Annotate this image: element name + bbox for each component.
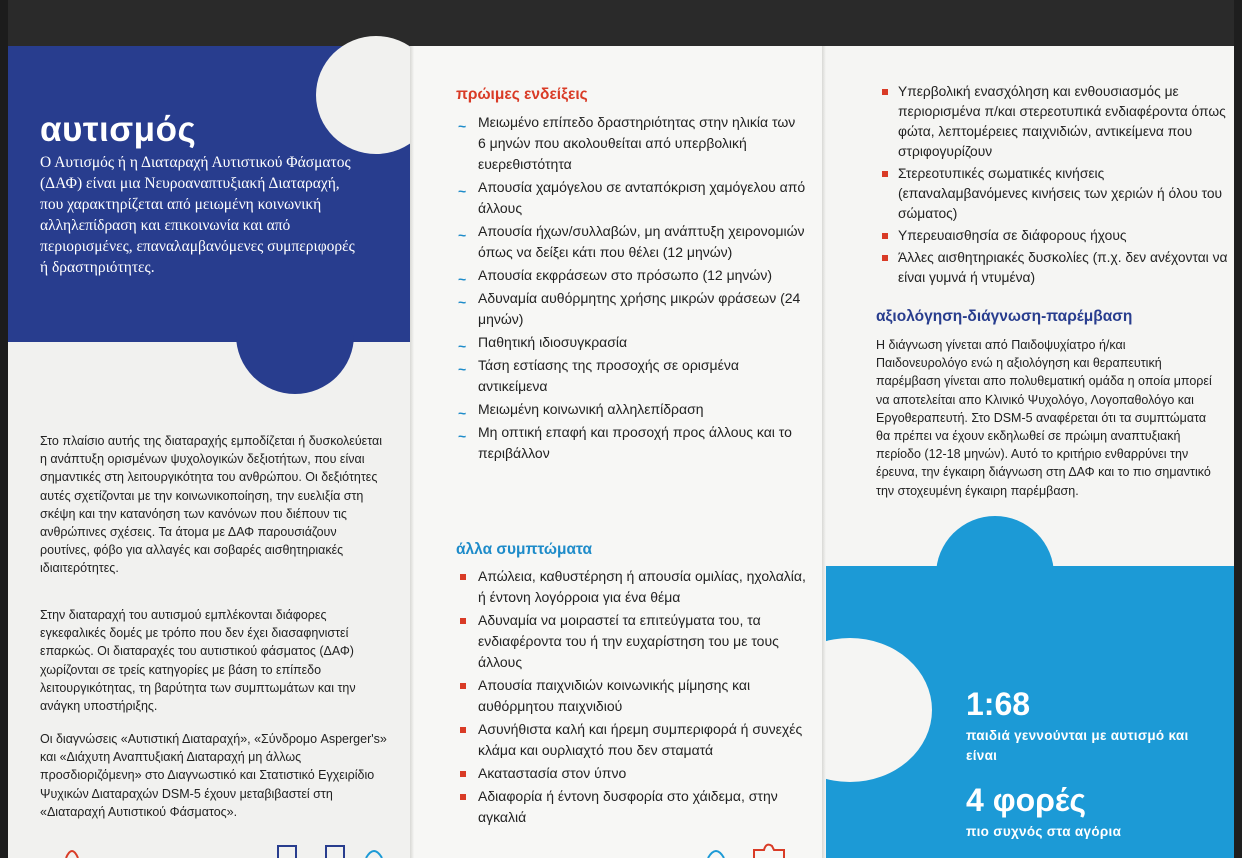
square-bullet-icon bbox=[882, 89, 888, 95]
body-paragraph-1: Στο πλαίσιο αυτής της διαταραχής εμποδίζεται ή δυσκολεύεται η ανάπτυξη ορισμένων ψυχολογικών δεξιοτήτων, που είναι σημαντικές στη λειτουργικότητα του ανθρώπου. Οι δεξιότητες αυτές σχετίζονται με την κοινωνικοποίηση, την ευελιξία στη σκέψη και την κατανόηση των κανόνων που διέπουν τις ανθρώπινες σχέσεις. Τα άτομα με ΔΑΦ παρουσιάζουν ρουτίνες, φόβο για αλλαγές και σοβαρές αισθητηριακές ιδιαιτερότητες. bbox=[40, 434, 383, 576]
list-item: ~ Απουσία εκφράσεων στο πρόσωπο (12 μηνών) bbox=[456, 265, 806, 286]
dash-bullet-icon: ~ bbox=[458, 294, 467, 310]
decorative-shapes-icon bbox=[58, 842, 398, 858]
dash-bullet-icon: ~ bbox=[458, 183, 467, 199]
panel-diagnosis bbox=[826, 46, 1234, 858]
page-title: αυτισμός bbox=[40, 110, 197, 149]
square-bullet-icon bbox=[882, 255, 888, 261]
list-item: Απουσία παιχνιδιών κοινωνικής μίμησης και αυθόρμητου παιχνιδιού bbox=[456, 675, 806, 717]
dash-bullet-icon: ~ bbox=[458, 271, 467, 287]
panel-signs bbox=[414, 46, 824, 858]
list-item: Άλλες αισθητηριακές δυσκολίες (π.χ. δεν ανέχονται να είναι γυμνά ή ντυμένα) bbox=[880, 248, 1230, 288]
dash-bullet-icon: ~ bbox=[458, 338, 467, 354]
list-item: Απώλεια, καθυστέρηση ή απουσία ομιλίας, ηχολαλία, ή έντονη λογόρροια για ένα θέμα bbox=[456, 566, 806, 608]
evaluation-heading: αξιολόγηση-διάγνωση-παρέμβαση bbox=[876, 308, 1133, 325]
square-bullet-icon bbox=[460, 794, 466, 800]
square-bullet-icon bbox=[460, 683, 466, 689]
early-signs-list bbox=[456, 112, 806, 466]
other-symptoms-list bbox=[456, 566, 806, 830]
square-bullet-icon bbox=[882, 233, 888, 239]
dash-bullet-icon: ~ bbox=[458, 428, 467, 444]
stat-ratio: 1:68 bbox=[966, 686, 1031, 722]
other-symptoms-heading: άλλα συμπτώματα bbox=[456, 541, 592, 558]
top-dark-edge bbox=[0, 0, 1242, 46]
stat-ratio-caption: παιδιά γεννούνται με αυτισμό και είναι bbox=[966, 728, 1189, 763]
list-item: ~ Μειωμένο επίπεδο δραστηριότητας στην ηλικία των 6 μηνών που ακολουθείται από υπερβολική ευερεθιστότητα bbox=[458, 114, 796, 172]
list-item: ~ Μη οπτική επαφή και προσοχή προς άλλους και το περιβάλλον bbox=[458, 424, 792, 461]
list-item: Αδιαφορία ή έντονη δυσφορία στο χάιδεμα, στην αγκαλιά bbox=[456, 786, 806, 828]
square-bullet-icon bbox=[882, 171, 888, 177]
right-dark-edge bbox=[1234, 0, 1242, 858]
list-item: ~ Αδυναμία αυθόρμητης χρήσης μικρών φράσεων (24 μηνών) bbox=[458, 290, 801, 327]
panel-autism-intro bbox=[8, 46, 412, 858]
list-item: Αδυναμία να μοιραστεί τα επιτεύγματα του, τα ενδιαφέροντα του ή την ευχαρίστηση του με τους άλλους bbox=[456, 610, 806, 673]
stat-times: 4 φορές bbox=[966, 782, 1086, 818]
body-paragraph-2: Στην διαταραχή του αυτισμού εμπλέκονται διάφορες εγκεφαλικές δομές με τρόπο που δεν έχει διασαφηνιστεί επαρκώς. Οι διαταραχές του αυτιστικού φάσματος (ΔΑΦ) χωρίζονται σε τρείς κατηγορίες με βάση το επίπεδο λειτουργικότητας, τη βαρύτητα των συμπτωμάτων και την ανάγκη υποστήριξης. bbox=[40, 608, 356, 714]
list-item: ~ Τάση εστίασης της προσοχής σε ορισμένα αντικείμενα bbox=[458, 357, 739, 394]
list-item: ~ Απουσία ήχων/συλλαβών, μη ανάπτυξη χειρονομιών όπως να δείξει κάτι που θέλει (12 μηνών) bbox=[458, 223, 805, 260]
decorative-puzzle-icon bbox=[704, 842, 814, 858]
evaluation-paragraph: Η διάγνωση γίνεται από Παιδοψυχίατρο ή/και Παιδονευρολόγο ενώ η αξιολόγηση και θεραπευτική παρέμβαση γίνεται απο πολυθεματική ομάδα η οποία μπορεί να αποτελείται απο Κλινικό Ψυχολόγο, Λογοπαθολόγο και Εργοθεραπευτή. Στο DSM-5 αναφέρεται ότι τα συμπτώματα θα πρέπει να έχουν εκδηλωθεί σε πρώιμη αναπτυξιακή περίοδο (12-18 μηνών). Αυτό το κριτήριο ενθαρρύνει την έρευνα, την έγκαιρη διάγνωση στη ΔΑΦ και το πιο σημαντικό την στοχευμένη έγκαιρη παρέμβαση. bbox=[876, 338, 1212, 498]
puzzle-notch bbox=[826, 636, 956, 786]
dash-bullet-icon: ~ bbox=[458, 227, 467, 243]
body-paragraph-3: Οι διαγνώσεις «Αυτιστική Διαταραχή», «Σύνδρομο Asperger's» και «Διάχυτη Αναπτυξιακή Διαταραχή μη άλλως προσδιοριζόμενη» στο Διαγνωστικό και Στατιστικό Εγχειρίδιο Ψυχικών Διαταραχών DSM-5 έχουν μεταβιβαστεί στη «Διαταραχή Αυτιστικού Φάσματος». bbox=[40, 732, 387, 819]
list-item: ~ Παθητική ιδιοσυγκρασία bbox=[456, 332, 806, 353]
square-bullet-icon bbox=[460, 727, 466, 733]
intro-paragraph: Ο Αυτισμός ή η Διαταραχή Αυτιστικού Φάσματος (ΔΑΦ) είναι μια Νευροαναπτυξιακή Διαταραχή, που χαρακτηρίζεται από μειωμένη κοινωνική αλληλεπίδραση και επικοινωνία και από περιορισμένες, επαναλαμβανόμενες συμπεριφορές ή δραστηριότητες. bbox=[40, 154, 355, 276]
square-bullet-icon bbox=[460, 574, 466, 580]
list-item: Υπερβολική ενασχόληση και ενθουσιασμός με περιορισμένα π/και στερεοτυπικά ενδιαφέροντα όπως φώτα, λεπτομέρειες παιχνιδιών, αντικείμενα που στριφογυρίζουν bbox=[880, 82, 1230, 162]
dash-bullet-icon: ~ bbox=[458, 405, 467, 421]
dash-bullet-icon: ~ bbox=[458, 361, 467, 377]
symptoms-continued-list bbox=[880, 82, 1230, 290]
list-item: Ακαταστασία στον ύπνο bbox=[456, 763, 806, 784]
navy-puzzle-tab bbox=[236, 332, 354, 394]
list-item: Ασυνήθιστα καλή και ήρεμη συμπεριφορά ή συνεχές κλάμα και ουρλιαχτό που δεν σταματά bbox=[456, 719, 806, 761]
square-bullet-icon bbox=[460, 618, 466, 624]
list-item: ~ Απουσία χαμόγελου σε ανταπόκριση χαμόγελου από άλλους bbox=[458, 179, 806, 216]
stat-times-caption: πιο συχνός στα αγόρια bbox=[966, 824, 1122, 839]
dash-bullet-icon: ~ bbox=[458, 118, 467, 134]
list-item: Υπερευαισθησία σε διάφορους ήχους bbox=[880, 226, 1230, 246]
left-dark-edge bbox=[0, 0, 8, 858]
list-item: Στερεοτυπικές σωματικές κινήσεις (επαναλαμβανόμενες κινήσεις των χεριών ή όλου του σώματος) bbox=[880, 164, 1230, 224]
list-item: ~ Μειωμένη κοινωνική αλληλεπίδραση bbox=[456, 399, 806, 420]
early-signs-heading: πρώιμες ενδείξεις bbox=[456, 86, 588, 103]
square-bullet-icon bbox=[460, 771, 466, 777]
